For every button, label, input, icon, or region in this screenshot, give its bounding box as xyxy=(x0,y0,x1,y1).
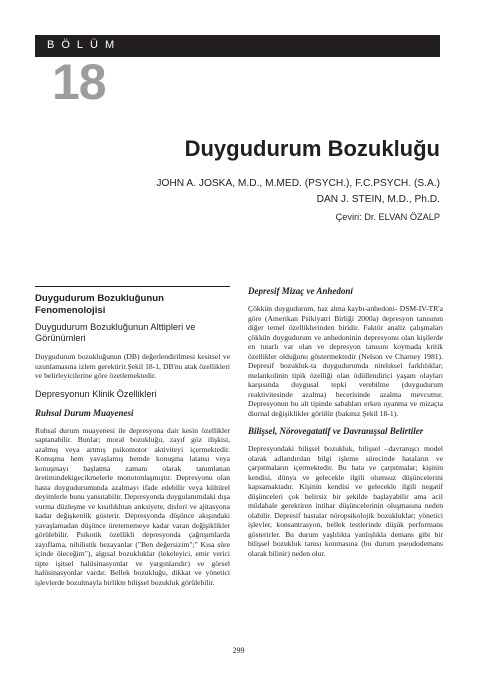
cognitive-paragraph: Depresyondaki bilişsel bozukluk, bilişsel –davranışcı model olarak adlandırılan bilgi işleme sürecinde hataların ve çarpıtmaların içermektedir. Bu hata ve çarpıtmalar; kişinin kendisi, dünya ve gelecekle ilgili olumsuz düşüncelerini kapsamaktadır. Kişinin kendisi ve gelecekle ilgili negatif düşünceleri çok belirsiz bir şekilde başlayabilir ama acil müdahale gerektiren intihar düşüncelerinin oluşmasına neden olabilir. Depresif hastalar nöropsikolojik bozukluklar; yönetici işlevler, konsantrasyon, bellek testlerinde düşük performans gösterirler. Bu durum yaşlılıkta yanlışlıkla demans gibi bir bilişsel bozukluk tanısı konmasına (bu durum pseudodemans olarak bilinir) neden olur. xyxy=(248,444,443,558)
left-column xyxy=(35,286,230,595)
mood-heading: Depresif Mizaç ve Anhedoni xyxy=(248,286,353,296)
section-rule xyxy=(35,286,230,287)
chapter-label: BÖLÜM xyxy=(47,39,122,51)
mood-paragraph: Çökkün duygudurum, haz alma kaybı-anhedoni- DSM-IV-TR'a göre (Amerikan Psikiyatri Birliği 2000a) depresyon tanısının diğer temel özelliklerinden biridir. Faktör analiz çalışmaları çökkün duygudurum ve anhedoninin depresyonu olan kişilerde en tutarlı var olan ve depresyon tanısını koymada kritik özellikler olduğunu göstermektedir (Nelson ve Charney 1981). Depresif bozukluk-ta duygudurumda nitelıksel farklılıklar; melankolinin tipik özelliği olan ödüllendirici yaşam olayları karşısında duygusal tepki verebilme (duygudurum reaktivitesinde azalma) becerisinde azalma mevcuttur. Depresyonun bu alt tipinde sabahları erken uyanma ve mizaçta diurnal değişiklikler görülür (bakınız Şekil 18-1). xyxy=(248,304,443,418)
mental-status-paragraph: Ruhsal durum muayenesi ile depresyona dair kesin özellikler saptanabilir. Bunlar; moral bozukluğu, zayıf göz ilişkisi, azalmış veya artmış psikomotor aktiviteyi içermektedir. Konuşma hem yavaşlamış hemde konuşma latansı veya konuşmayı başlatma zamanı olarak tanımlanan üretimindekigecikmelerle monotonlaşmıştır. Depresyonu olan hasta duygudurumunda azalmayı ifade edebilir veya kültürel deyimlerle bunu yansıtabilir. Depresyonda duygulanımdaki dışa vurma düzleşme ve kısıtlıkhtan anksiyete, disfori ve ajitasyona kadar değişkenlik gösterir. Depresyonda düşünce akışındaki yavaşlamadan düşünce üretememeye kadar varan değişiklikler görülebilir. Psikotik özellikli depresyonda çağrışımlarda zayıflama, nihilistik hezayanlar ("Ben değersizim";" Kısa süre içinde öleceğim"), algısal bozukluklar (lekeleyici, emir verici tipte işitsel halüsinasyonlar ve yargınlarıdır) ve görsel halüsinasyonlar vardır. Bellek bozukluğu, dikkat ve yönetici işlevlerde bozulmayla birlikte bilişsel bozukluk görülebilir. xyxy=(35,425,230,587)
mental-status-heading: Ruhsal Durum Muayenesi xyxy=(35,407,134,418)
section-title: Duygudurum Bozukluğunun Fenomenolojisi xyxy=(35,293,164,316)
intro-paragraph: Duygudurum bozukluğunun (DB) değerlendirilmesi kesitsel ve uzunlamasına izlem gerektirir.Şekil 18-1, DB'nu atak özellikleri ve belirleyicilerine göre özetlemektedir. xyxy=(35,352,230,380)
chapter-number: 18 xyxy=(52,54,106,110)
cognitive-heading: Bilişsel, Nörovegatatif ve Davranışsal Belirtiler xyxy=(248,426,424,436)
page-number: 299 xyxy=(232,646,245,655)
translator-line: Çeviri: Dr. ELVAN ÖZALP xyxy=(335,212,440,222)
right-column xyxy=(248,286,443,566)
chapter-title: Duygudurum Bozukluğu xyxy=(184,136,440,161)
clinical-heading: Depresyonun Klinik Özellikleri xyxy=(35,388,157,399)
subsection-title: Duygudurum Bozukluğunun Alttipleri ve Görünümleri xyxy=(35,322,196,343)
author-line-2: DAN J. STEIN, M.D., Ph.D. xyxy=(316,194,440,205)
author-line-1: JOHN A. JOSKA, M.D., M.MED. (PSYCH.), F.C.PSYCH. (S.A.) xyxy=(156,178,440,189)
